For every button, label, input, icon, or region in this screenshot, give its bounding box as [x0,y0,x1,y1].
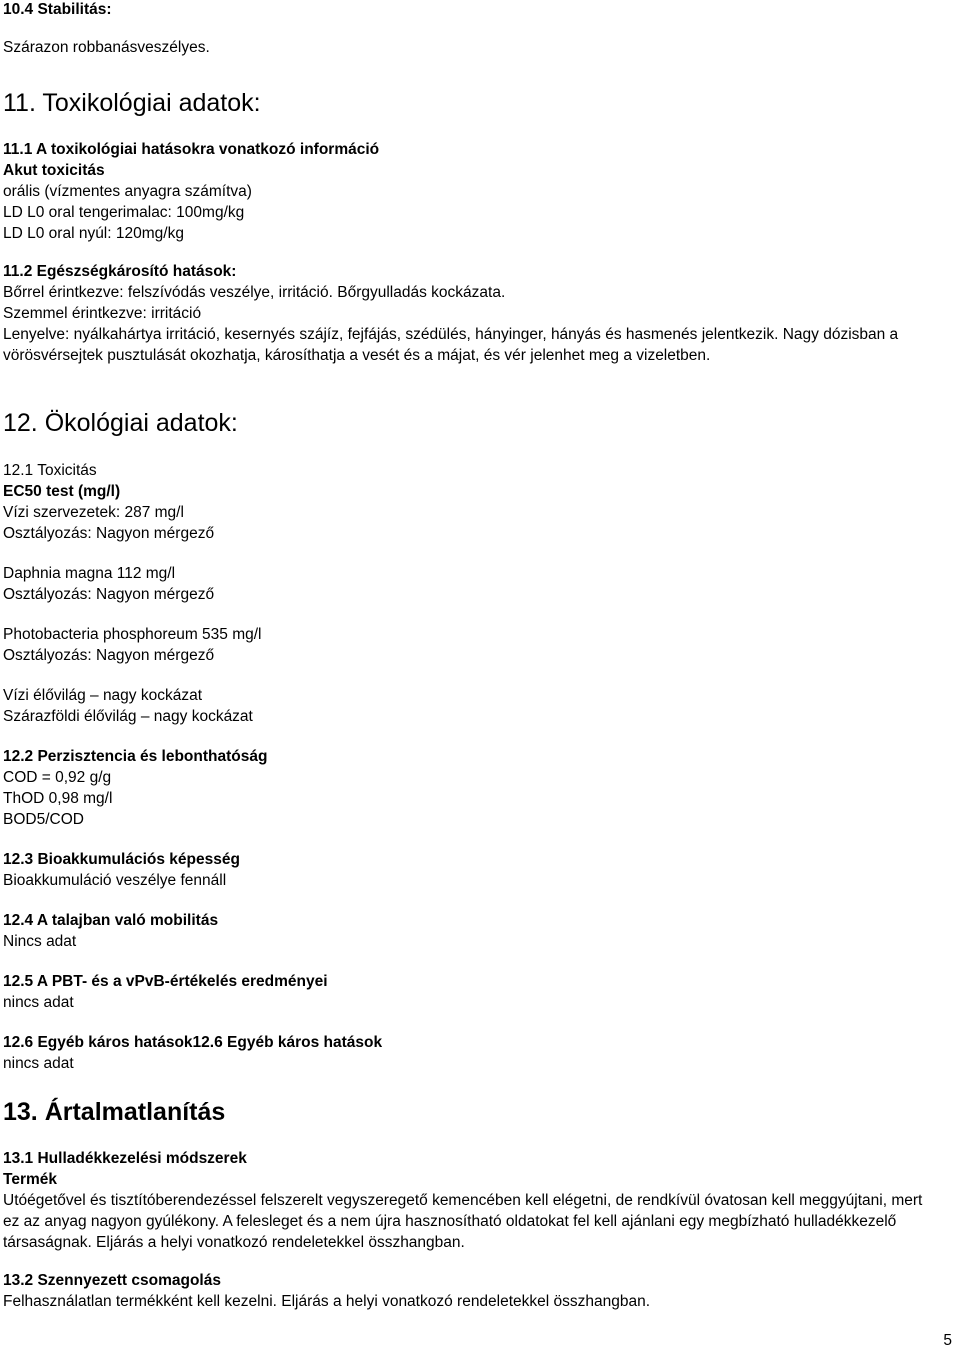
persistence-line: COD = 0,92 g/g [3,769,112,786]
section-11-2-heading: 11.2 Egészségkárosító hatások: [3,263,237,280]
section-12-5-heading: 12.5 A PBT- és a vPvB-értékelés eredményei [3,973,328,990]
section-13-2-heading: 13.2 Szennyezett csomagolás [3,1272,221,1289]
ecotox-risk-line: Szárazföldi élővilág – nagy kockázat [3,708,253,725]
acute-toxicity-subheading: Akut toxicitás [3,162,105,179]
section-12-4-heading: 12.4 A talajban való mobilitás [3,912,219,929]
mobility-text: Nincs adat [3,933,77,950]
ecotox-line: Vízi szervezetek: 287 mg/l [3,504,184,521]
page-number: 5 [943,1332,952,1349]
other-effects-text: nincs adat [3,1055,74,1072]
toxicity-line: orális (vízmentes anyagra számítva) [3,183,252,200]
section-12-title: 12. Ökológiai adatok: [3,409,238,437]
section-13-1-heading: 13.1 Hulladékkezelési módszerek [3,1150,247,1167]
ecotox-risk-line: Vízi élővilág – nagy kockázat [3,687,203,704]
packaging-text: Felhasználatlan termékként kell kezelni. Eljárás a helyi vonatkozó rendeletekkel összhangban. [3,1293,651,1310]
persistence-line: BOD5/COD [3,811,84,828]
section-13-title: 13. Ártalmatlanítás [3,1098,226,1126]
toxicity-line: LD L0 oral nyúl: 120mg/kg [3,225,184,242]
toxicity-line: LD L0 oral tengerimalac: 100mg/kg [3,204,245,221]
ecotox-line: Photobacteria phosphoreum 535 mg/l [3,626,262,643]
section-12-2-heading: 12.2 Perzisztencia és lebonthatóság [3,748,268,765]
ecotox-classification: Osztályozás: Nagyon mérgező [3,525,215,542]
pbt-text: nincs adat [3,994,74,1011]
section-12-1-heading: 12.1 Toxicitás [3,462,97,479]
health-effect-line: Bőrrel érintkezve: felszívódás veszélye, irritáció. Bőrgyulladás kockázata. [3,284,506,301]
section-11-title: 11. Toxikológiai adatok: [3,89,261,117]
section-12-3-heading: 12.3 Bioakkumulációs képesség [3,851,240,868]
product-subheading: Termék [3,1171,57,1188]
section-11-1-heading: 11.1 A toxikológiai hatásokra vonatkozó információ [3,141,380,158]
ecotox-line: Daphnia magna 112 mg/l [3,565,176,582]
ingestion-paragraph: Lenyelve: nyálkahártya irritáció, kesernyés szájíz, fejfájás, szédülés, hányinger, hányás és hasmenés jelentkezik. Nagy dózisban a vörösvérsejtek pusztulását okozhatja, károsíthatja a vesét és a májat, és vér jelenhet meg a vizeletben. [3,326,899,364]
persistence-line: ThOD 0,98 mg/l [3,790,113,807]
section-12-6-heading: 12.6 Egyéb káros hatások12.6 Egyéb káros hatások [3,1034,383,1051]
health-effect-line: Szemmel érintkezve: irritáció [3,305,202,322]
ecotox-classification: Osztályozás: Nagyon mérgező [3,586,215,603]
section-10-4-heading: 10.4 Stabilitás: [3,1,112,18]
bioaccumulation-text: Bioakkumuláció veszélye fennáll [3,872,227,889]
ec50-subheading: EC50 test (mg/l) [3,483,121,500]
disposal-paragraph: Utóégetővel és tisztítóberendezéssel felszerelt vegyszeregető kemencében kell elégetni, de rendkívül óvatosan kell meggyújtani, mert ez az anyag nagyon gyúlékony. A felesleget és a nem újra hasznosítható oldatokat fel kell ajánlani egy megbízható hulladékkezelő társaságnak. Eljárás a helyi vonatkozó rendeletekkel összhangban. [3,1192,923,1251]
ecotox-classification: Osztályozás: Nagyon mérgező [3,647,215,664]
section-10-4-text: Szárazon robbanásveszélyes. [3,39,210,56]
